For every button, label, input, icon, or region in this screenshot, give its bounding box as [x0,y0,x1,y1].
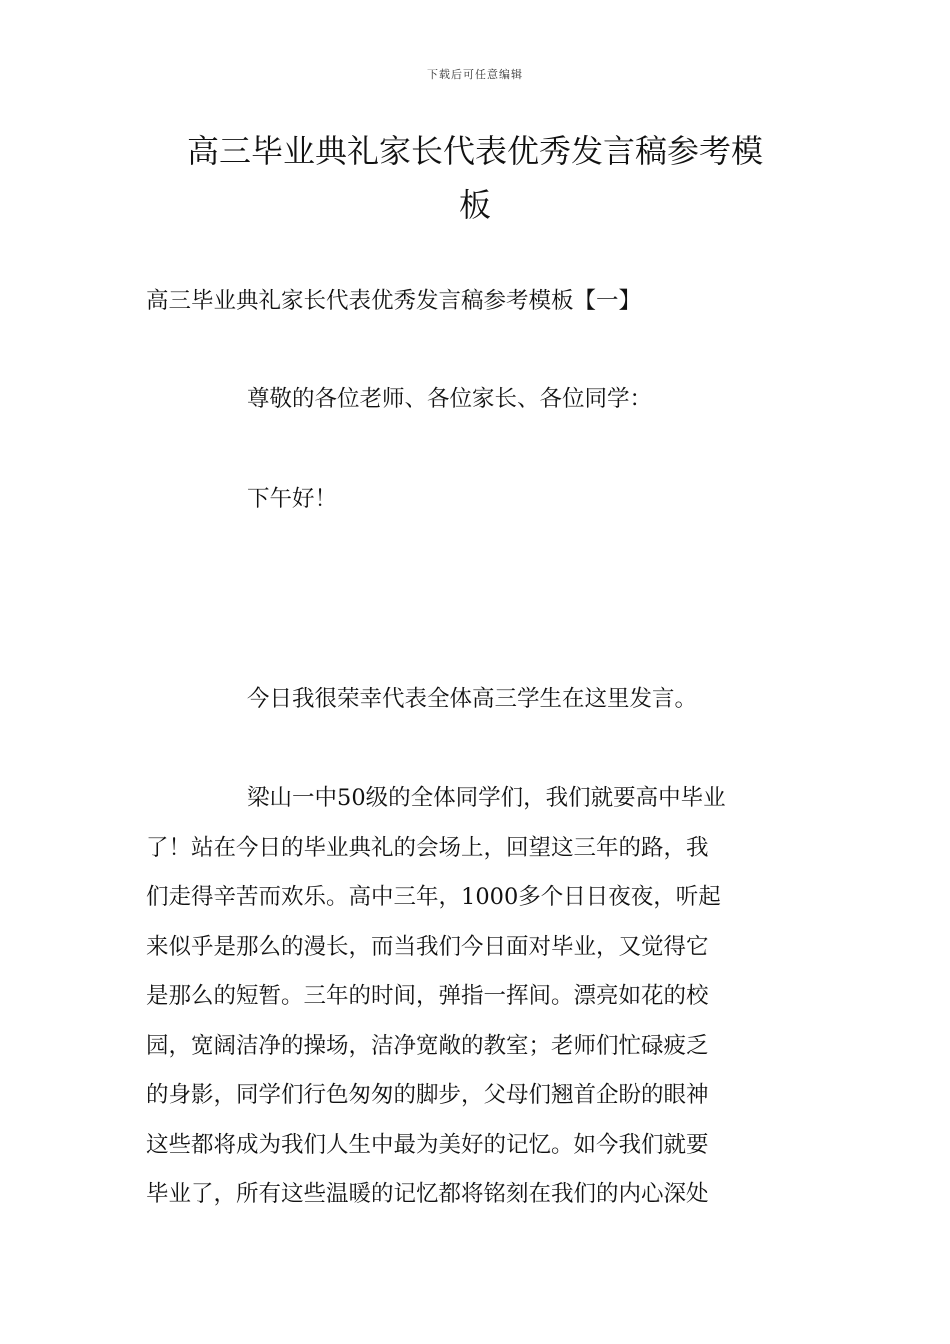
greeting: 下午好！ [247,486,338,512]
body-paragraph [146,783,810,1229]
paragraph-line: 来似乎是那么的漫长，而当我们今日面对毕业，又觉得它 [146,933,709,960]
document-title [140,124,810,232]
document-title-line-1: 高三毕业典礼家长代表优秀发言稿参考模 [186,132,763,170]
paragraph-line: 的身影，同学们行色匆匆的脚步，父母们翘首企盼的眼神 [146,1082,709,1108]
paragraph-line: 梁山一中50级的全体同学们，我们就要高中毕业 [247,785,726,811]
document-title-line-2: 板 [458,186,491,224]
paragraph-line: 园，宽阔洁净的操场，洁净宽敞的教室；老师们忙碌疲乏 [146,1032,709,1059]
paragraph-line: 了！站在今日的毕业典礼的会场上，回望这三年的路，我 [146,834,709,861]
intro-sentence: 今日我很荣幸代表全体高三学生在这里发言。 [247,686,698,712]
paragraph-line: 毕业了，所有这些温暖的记忆都将铭刻在我们的内心深处 [146,1181,709,1207]
paragraph-line: 这些都将成为我们人生中最为美好的记忆。如今我们就要 [146,1131,709,1158]
paragraph-line: 们走得辛苦而欢乐。高中三年，1000多个日日夜夜，听起 [146,884,721,910]
paragraph-line: 是那么的短暂。三年的时间，弹指一挥间。漂亮如花的校 [146,983,709,1009]
section-heading: 高三毕业典礼家长代表优秀发言稿参考模板【一】 [146,288,642,314]
salutation: 尊敬的各位老师、各位家长、各位同学： [247,386,653,412]
header-note: 下载后可任意编辑 [427,68,523,81]
